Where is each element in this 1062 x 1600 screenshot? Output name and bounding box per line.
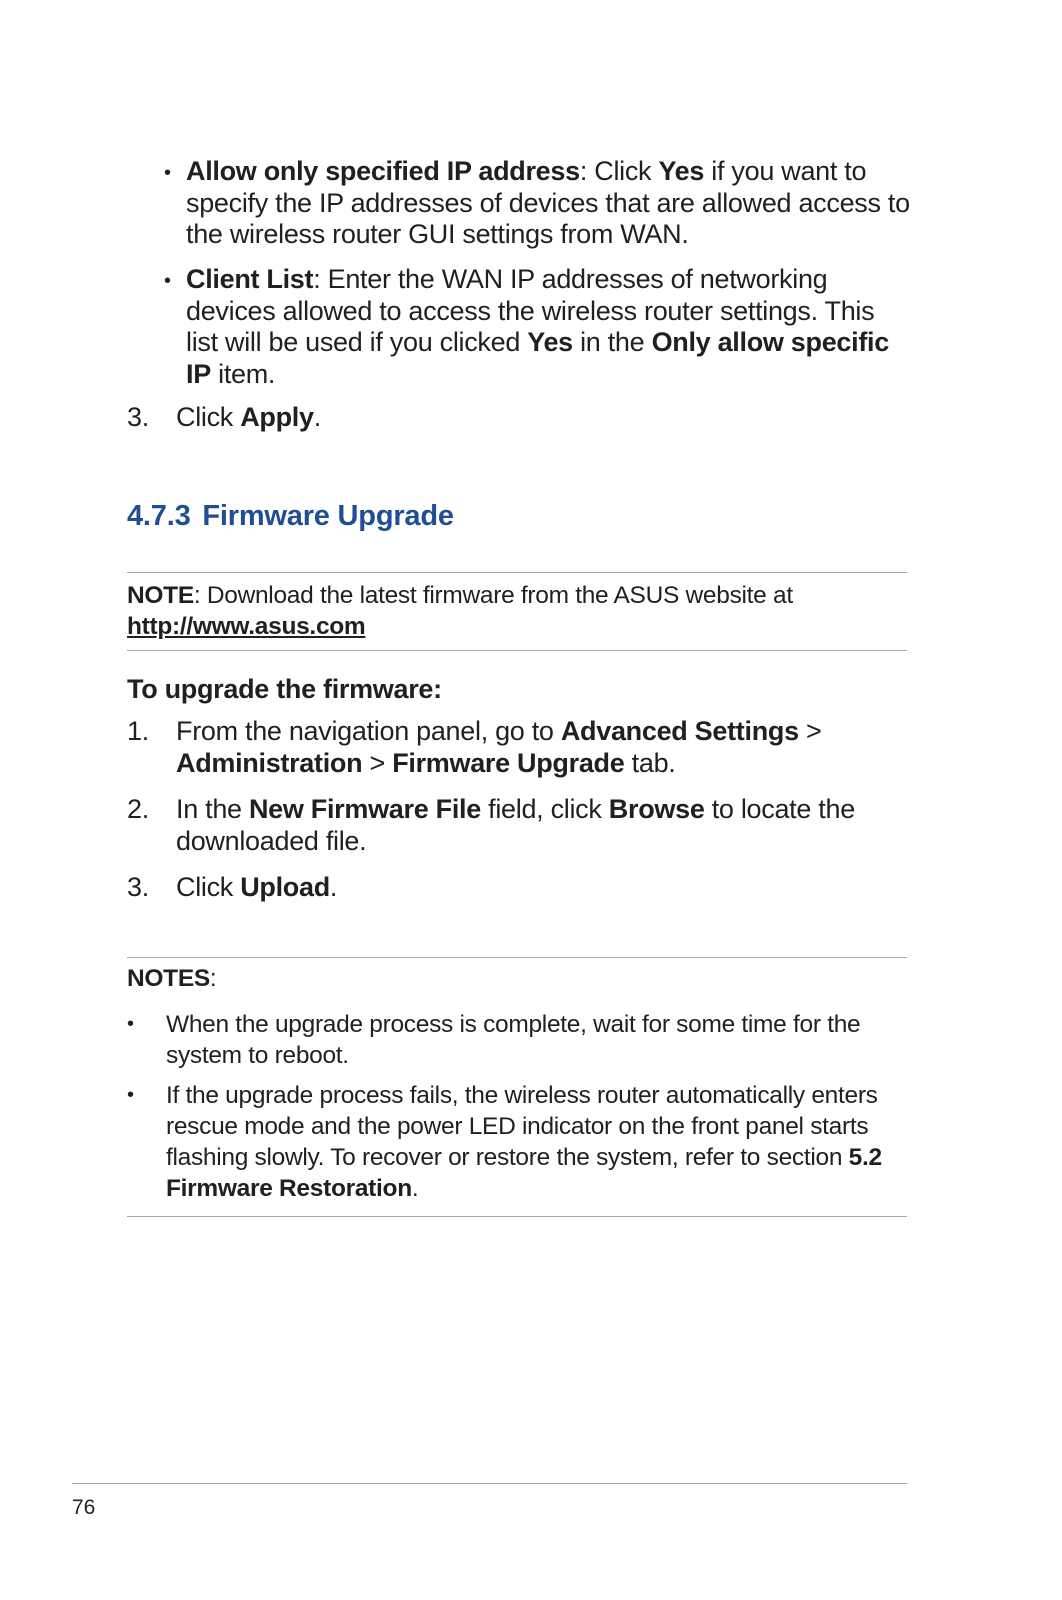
text-run: From the navigation panel, go to [176,716,561,746]
text-run: > [798,716,822,746]
section-number: 4.7.3 [127,500,191,532]
section-heading [127,500,454,533]
bold-text: New Firmware File [248,794,481,824]
section-title: Firmware Upgrade [202,500,454,532]
text-run: field, click [480,794,609,824]
bold-text: Advanced Settings [560,716,799,746]
note-download [127,580,907,642]
note-text: : Download the latest firmware from the ASUS website at [193,582,793,609]
step-number: 2. [127,794,149,824]
note-top-rule [127,572,907,573]
bold-text: Browse [608,794,705,824]
text-run: When the upgrade process is complete, wait for some time for the system to reboot. [166,1011,861,1069]
bold-text: Allow only specified IP address [186,156,580,186]
text-run: if you want to specify the IP addresses of devices that are allowed access to the wireless router GUI settings from WAN. [186,156,910,249]
bullet-marker: • [127,1013,134,1035]
apply-label: Apply [240,402,314,432]
bullet-marker: • [127,1084,134,1106]
text-run: . [329,872,338,902]
bullet-marker: • [164,270,171,292]
step-1-text [176,716,866,779]
bold-text: 5.2 Firmware Restoration [166,1144,882,1202]
text-run: item. [210,358,276,389]
text-run: in the [572,327,652,357]
bold-text: Yes [658,156,705,186]
procedure-title: To upgrade the firmware: [127,674,442,704]
text-run: tab. [624,747,676,778]
step-punct: . [313,402,321,432]
notes-item-1 [127,1009,907,1071]
text-run: > [362,747,393,778]
note-label: NOTE [127,582,194,609]
notes-item-2-text [166,1080,894,1204]
page-number: 76 [72,1496,96,1519]
notes-item-2 [127,1080,907,1204]
text-run: : Click [579,156,659,186]
procedure-step-1 [127,716,907,779]
notes-item-1-text [166,1009,886,1071]
bold-text: Firmware Upgrade [392,747,625,778]
bold-text: Client List [186,264,314,294]
procedure-step-2 [127,794,907,857]
bullet-client-list [160,264,920,390]
step-number: 1. [127,716,149,746]
bold-text: Upload [240,872,330,902]
text-run: : Enter the WAN IP addresses of networking devices allowed to access the wireless router settings. This list will be used if you clicked [186,264,875,357]
text-run: to locate the downloaded file. [176,794,855,856]
step-3-text [176,872,907,904]
bullet-allow-ip [160,156,920,251]
step-2-text [176,794,876,857]
bullet-marker: • [164,162,171,184]
text-run: Click [176,872,241,902]
notes-top-rule [127,957,907,958]
bold-text: Administration [176,747,363,778]
bold-text: Only allow specific IP [186,327,889,389]
step-apply [127,402,321,434]
text-run: In the [176,794,249,824]
bullet-allow-ip-text [186,156,920,251]
step-number: 3. [127,872,149,902]
footer-rule [72,1483,907,1484]
note-bottom-rule [127,650,907,651]
notes-colon: : [209,965,217,992]
bold-text: Yes [527,327,573,357]
procedure-step-3 [127,872,907,904]
notes-bottom-rule [127,1216,907,1217]
step-text: Click [176,402,241,432]
text-run: If the upgrade process fails, the wireless router automatically enters rescue mode and the power LED indicator on the front panel starts flashing slowly. To recover or restore the system, refer to section [166,1082,878,1171]
asus-link[interactable]: http://www.asus.com [127,613,366,640]
step-number: 3. [127,402,149,432]
text-run: . [411,1175,419,1202]
notes-heading [127,963,216,994]
notes-label: NOTES [127,965,210,992]
bullet-client-list-text [186,264,901,390]
